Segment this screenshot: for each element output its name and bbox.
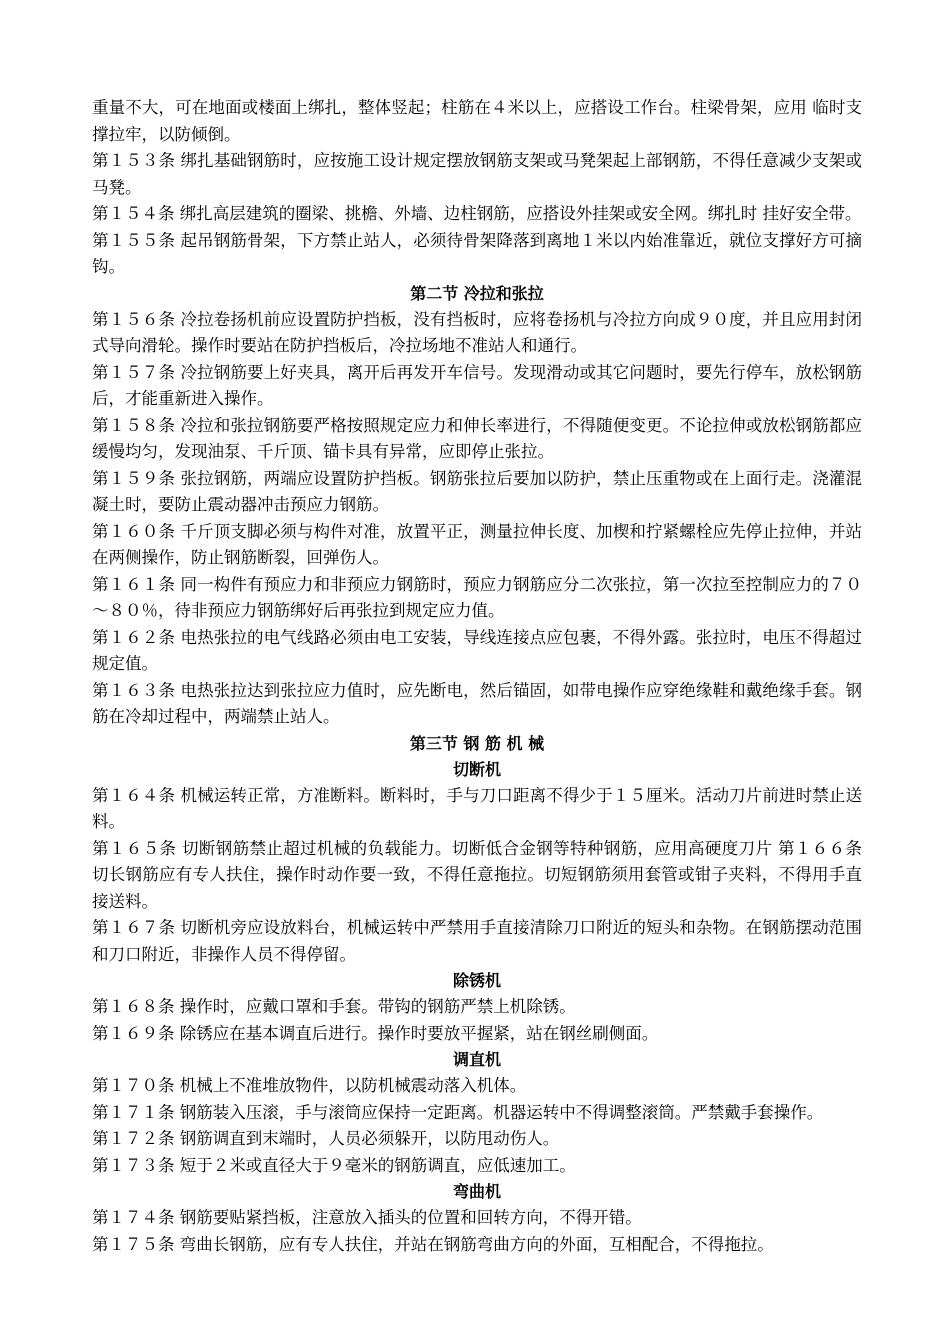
article-170: 第１７０条 机械上不准堆放物件，以防机械震动落入机体。 <box>92 1076 527 1095</box>
article-167: 第１６７条 切断机旁应设放料台，机械运转中严禁用手直接清除刀口附近的短头和杂物。在钢筋摆动范围和刀口附近，非操作人员不得停留。 <box>92 918 862 964</box>
article-155: 第１５５条 起吊钢筋骨架，下方禁止站人，必须待骨架降落到离地１米以内始准靠近，就位支撑好方可摘钩。 <box>92 230 862 276</box>
article-161: 第１６１条 同一构件有预应力和非预应力钢筋时，预应力钢筋应分二次张拉，第一次拉至控制应力的７０～８０％，待非预应力钢筋绑好后再张拉到规定应力值。 <box>92 574 862 620</box>
paragraph-continuation: 重量不大，可在地面或楼面上绑扎，整体竖起；柱筋在４米以上，应搭设工作台。柱梁骨架，应用 临时支撑拉牢，以防倾倒。 <box>92 98 862 144</box>
section-heading-2: 第二节 冷拉和张拉 <box>410 283 544 303</box>
subheading-cutter: 切断机 <box>452 759 501 779</box>
article-175: 第１７５条 弯曲长钢筋，应有专人扶住，并站在钢筋弯曲方向的外面，互相配合，不得拖拉。 <box>92 1234 774 1254</box>
article-153: 第１５３条 绑扎基础钢筋时，应按施工设计规定摆放钢筋支架或马凳架起上部钢筋，不得任意减少支架或马凳。 <box>92 151 862 197</box>
article-174: 第１７４条 钢筋要贴紧挡板，注意放入插头的位置和回转方向，不得开错。 <box>92 1208 642 1227</box>
section-heading-3: 第三节 钢 筋 机 械 <box>409 733 545 753</box>
article-171: 第１７１条 钢筋装入压滚，手与滚筒应保持一定距离。机器运转中不得调整滚筒。严禁戴手套操作。 <box>92 1102 824 1122</box>
article-163: 第１６３条 电热张拉达到张拉应力值时，应先断电，然后锚固，如带电操作应穿绝缘鞋和戴绝缘手套。钢筋在冷却过程中，两端禁止站人。 <box>92 680 862 726</box>
article-159: 第１５９条 张拉钢筋，两端应设置防护挡板。钢筋张拉后要加以防护，禁止压重物或在上面行走。浇灌混凝土时，要防止震动器冲击预应力钢筋。 <box>92 468 862 514</box>
article-157: 第１５７条 冷拉钢筋要上好夹具，离开后再发开车信号。发现滑动或其它问题时，要先行停车，放松钢筋后，才能重新进入操作。 <box>92 362 862 408</box>
article-156: 第１５６条 冷拉卷扬机前应设置防护挡板，没有挡板时，应将卷扬机与冷拉方向成９０度，并且应用封闭式导向滑轮。操作时要站在防护挡板后，冷拉场地不准站人和通行。 <box>92 309 862 355</box>
article-164: 第１６４条 机械运转正常，方准断料。断料时，手与刀口距离不得少于１５厘米。活动刀片前进时禁止送料。 <box>92 785 862 831</box>
document-page <box>92 95 862 1258</box>
article-169: 第１６９条 除锈应在基本调直后进行。操作时要放平握紧，站在钢丝刷侧面。 <box>92 1023 659 1043</box>
subheading-straightener: 调直机 <box>452 1050 501 1069</box>
article-162: 第１６２条 电热张拉的电气线路必须由电工安装，导线连接点应包裹，不得外露。张拉时，电压不得超过规定值。 <box>92 627 862 673</box>
article-172: 第１７２条 钢筋调直到末端时，人员必须躲开，以防甩动伤人。 <box>92 1129 560 1148</box>
subheading-derusting: 除锈机 <box>452 971 501 990</box>
article-168: 第１６８条 操作时，应戴口罩和手套。带钩的钢筋严禁上机除锈。 <box>92 997 576 1016</box>
article-173: 第１７３条 短于２米或直径大于９毫米的钢筋调直，应低速加工。 <box>92 1155 576 1175</box>
article-158: 第１５８条 冷拉和张拉钢筋要严格按照规定应力和伸长率进行，不得随便变更。不论拉伸或放松钢筋都应缓慢均匀，发现油泵、千斤顶、锚卡具有异常，应即停止张拉。 <box>92 415 862 461</box>
subheading-bender: 弯曲机 <box>452 1182 501 1201</box>
article-165-166: 第１６５条 切断钢筋禁止超过机械的负载能力。切断低合金钢等特种钢筋，应用高硬度刀片 第１６６条 切长钢筋应有专人扶住，操作时动作要一致，不得任意拖拉。切短钢筋须用套管或钳子夹料，不得用手直接送料。 <box>92 838 862 911</box>
article-160: 第１６０条 千斤顶支脚必须与构件对准，放置平正，测量拉伸长度、加楔和拧紧螺栓应先停止拉伸，并站在两侧操作，防止钢筋断裂，回弹伤人。 <box>92 521 862 567</box>
article-154: 第１５４条 绑扎高层建筑的圈梁、挑檐、外墙、边柱钢筋，应搭设外挂架或安全网。绑扎时 挂好安全带。 <box>92 204 862 223</box>
